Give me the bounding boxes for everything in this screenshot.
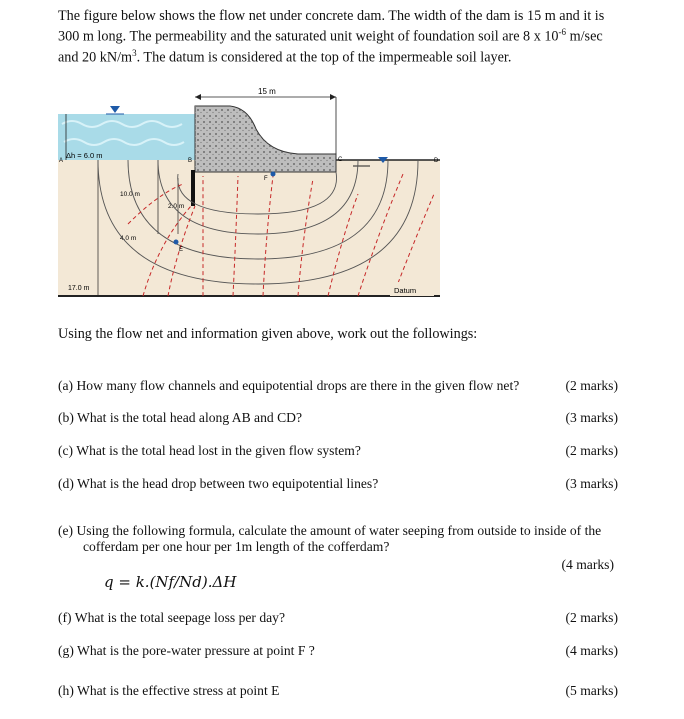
question-a: (a) How many flow channels and equipotential drops are there in the given flow net? (2 marks) <box>58 378 618 393</box>
point-e-marker <box>174 240 179 245</box>
intro-line-2: 300 m long. The permeability and the saturated unit weight of foundation soil are 8 x $10^{-6}$ m/sec <box>58 27 603 45</box>
datum-label: Datum <box>394 286 417 295</box>
upstream-water-level-icon <box>110 106 120 113</box>
flow-net-diagram <box>58 84 442 310</box>
depth-4-label: 4.0 m <box>120 235 137 242</box>
depth-10-label: 10.0 m <box>120 191 140 198</box>
question-e-marks: (4 marks) <box>561 557 614 572</box>
question-c: (c) What is the total head lost in the given flow system? (2 marks) <box>58 443 618 458</box>
depth-2-label: 2.0 m <box>168 203 185 210</box>
point-f-marker <box>271 172 276 177</box>
depth-17-label: 17.0 m <box>68 285 90 292</box>
intro-line-1: The figure below shows the flow net under concrete dam. The width of the dam is 15 m and it is <box>58 8 605 24</box>
dh-label: Δh = 6.0 m <box>66 151 103 160</box>
question-h: (h) What is the effective stress at point E (5 marks) <box>58 683 618 698</box>
question-d: (d) What is the head drop between two equipotential lines? (3 marks) <box>58 476 618 491</box>
question-b: (b) What is the total head along AB and CD? (3 marks) <box>58 410 618 425</box>
width-label: 15 m <box>258 87 276 96</box>
intro-paragraph <box>58 8 628 65</box>
point-c-label: C <box>338 157 343 163</box>
point-a-label: A <box>59 158 64 164</box>
point-d-label: D <box>434 158 439 164</box>
question-e: (e) Using the following formula, calculate the amount of water seeping from outside to inside of the cofferdam per one hour per 1m length of the cofferdam? (4 marks) <box>58 523 614 572</box>
intro-line-3: and 20 $kN/m^3$. The datum is considered at the top of the impermeable soil layer. <box>58 47 512 66</box>
question-f: (f) What is the total seepage loss per day? (2 marks) <box>58 610 618 625</box>
question-g: (g) What is the pore-water pressure at point F ? (4 marks) <box>58 643 618 658</box>
seepage-formula: q = k.(Nf/Nd).ΔH <box>104 573 237 591</box>
point-e-label: E <box>179 247 184 253</box>
sheet-pile <box>191 170 195 206</box>
flow-net-figure <box>58 84 442 310</box>
lead-sentence: Using the flow net and information given above, work out the followings: <box>58 326 478 342</box>
point-b-label: B <box>188 158 193 164</box>
point-f-label: F <box>264 176 268 182</box>
